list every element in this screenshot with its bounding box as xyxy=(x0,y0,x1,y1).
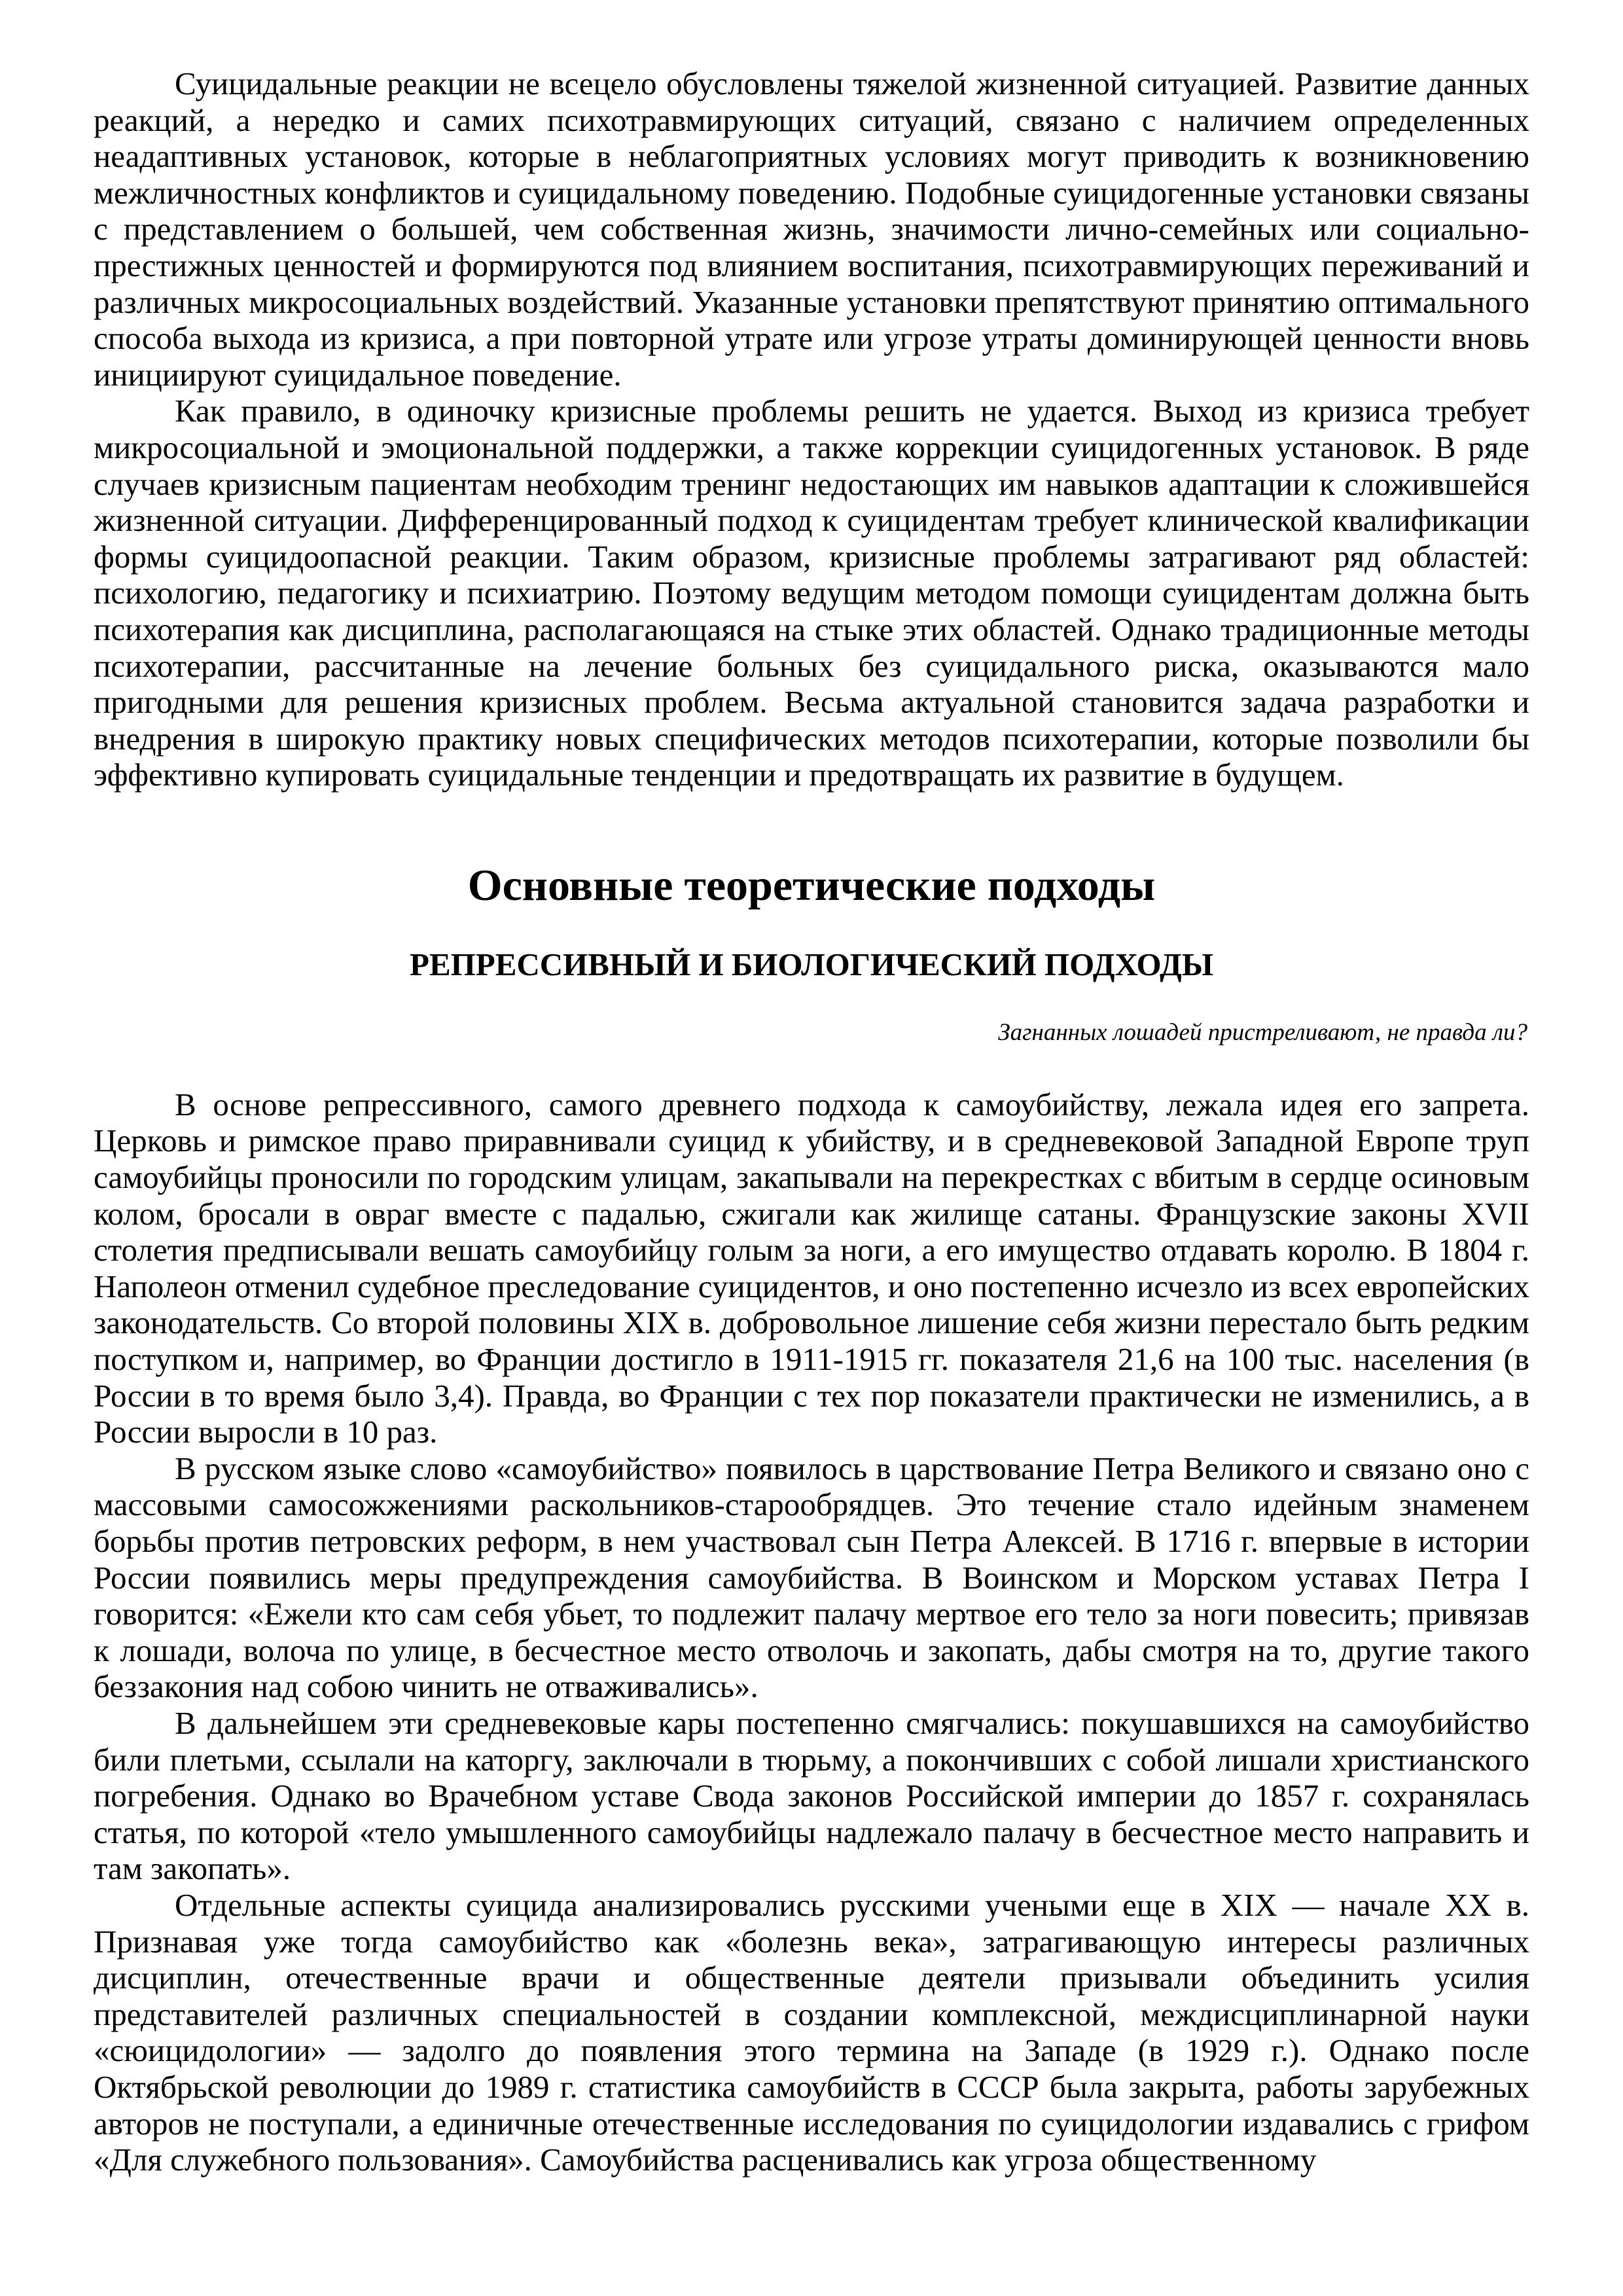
section-paragraph-3: В дальнейшем эти средневековые кары постепенно смягчались: покушавшихся на самоубийство били плетьми, ссылали на каторгу, заключали в тюрьму, а покончивших с собой лишали христианского погребения. Однако во Врачебном уставе Свода законов Российской империи до 1857 г. сохранялась статья, по которой «тело умышленного самоубийцы надлежало палачу в бесчестное место направить и там закопать». xyxy=(94,1704,1529,1887)
section-paragraph-2: В русском языке слово «самоубийство» появилось в царствование Петра Великого и связано оно с массовыми самосожжениями раскольников-старообрядцев. Это течение стало идейным знаменем борьбы против петровских реформ, в нем участвовал сын Петра Алексей. В 1716 г. впервые в истории России появились меры предупреждения самоубийства. В Воинском и Морском уставах Петра I говорится: «Ежели кто сам себя убьет, то подлежит палачу мертвое его тело за ноги повесить; привязав к лошади, волоча по улице, в бесчестное место отволочь и закопать, дабы смотря на то, другие такого беззакония над собою чинить не отваживались». xyxy=(94,1450,1529,1705)
section-paragraph-4: Отдельные аспекты суицида анализировались русскими учеными еще в XIX — начале XX в. Признавая уже тогда самоубийство как «болезнь века», затрагивающую интересы различных дисциплин, отечественные врачи и общественные деятели призывали объединить усилия представителей различных специальностей в создании комплексной, междисциплинарной науки «сюицидологии» — задолго до появления этого термина на Западе (в 1929 г.). Однако после Октябрьской революции до 1989 г. статистика самоубийств в СССР была закрыта, работы зарубежных авторов не поступали, а единичные отечественные исследования по суицидологии издавались с грифом «Для служебного пользования». Самоубийства расценивались как угроза общественному xyxy=(94,1886,1529,2178)
section-body xyxy=(94,1086,1529,2178)
section-paragraph-1: В основе репрессивного, самого древнего подхода к самоубийству, лежала идея его запрета. Церковь и римское право приравнивали суицид к убийству, и в средневековой Западной Европе труп самоубийцы проносили по городским улицам, закапывали на перекрестках с вбитым в сердце осиновым колом, бросали в овраг вместе с падалью, сжигали как жилище сатаны. Французские законы XVII столетия предписывали вешать самоубийцу голым за ноги, а его имущество отдавать королю. В 1804 г. Наполеон отменил судебное преследование суицидентов, и оно постепенно исчезло из всех европейских законодательств. Со второй половины XIX в. добровольное лишение себя жизни перестало быть редким поступком и, например, во Франции достигло в 1911-1915 гг. показателя 21,6 на 100 тыс. населения (в России в то время было 3,4). Правда, во Франции с тех пор показатели практически не изменились, а в России выросли в 10 раз. xyxy=(94,1086,1529,1450)
intro-paragraph-2: Как правило, в одиночку кризисные проблемы решить не удается. Выход из кризиса требует микросоциальной и эмоциональной поддержки, а также коррекции суицидогенных установок. В ряде случаев кризисным пациентам необходим тренинг недостающих им навыков адаптации к сложившейся жизненной ситуации. Дифференцированный подход к суицидентам требует клинической квалификации формы суицидоопасной реакции. Таким образом, кризисные проблемы затрагивают ряд областей: психологию, педагогику и психиатрию. Поэтому ведущим методом помощи суицидентам должна быть психотерапия как дисциплина, располагающаяся на стыке этих областей. Однако традиционные методы психотерапии, рассчитанные на лечение больных без суицидального риска, оказываются мало пригодными для решения кризисных проблем. Весьма актуальной становится задача разработки и внедрения в широкую практику новых специфических методов психотерапии, которые позволили бы эффективно купировать суицидальные тенденции и предотвращать их развитие в будущем. xyxy=(94,393,1529,793)
section-heading: РЕПРЕССИВНЫЙ И БИОЛОГИЧЕСКИЙ ПОДХОДЫ xyxy=(410,946,1213,982)
intro-paragraph-1: Суицидальные реакции не всецело обусловлены тяжелой жизненной ситуацией. Развитие данных реакций, а нередко и самих психотравмирующих ситуаций, связано с наличием определенных неадаптивных установок, которые в неблагоприятных условиях могут приводить к возникновению межличностных конфликтов и суицидальному поведению. Подобные суицидогенные установки связаны с представлением о большей, чем собственная жизнь, значимости лично-семейных или социально-престижных ценностей и формируются под влиянием воспитания, психотравмирующих переживаний и различных микросоциальных воздействий. Указанные установки препятствуют принятию оптимального способа выхода из кризиса, а при повторной утрате или угрозе утраты доминирующей ценности вновь инициируют суицидальное поведение. xyxy=(94,65,1529,393)
epigraph: Загнанных лошадей пристреливают, не правда ли? xyxy=(998,1018,1527,1046)
document-page xyxy=(94,65,1529,2178)
main-heading: Основные теоретические подходы xyxy=(467,859,1156,910)
